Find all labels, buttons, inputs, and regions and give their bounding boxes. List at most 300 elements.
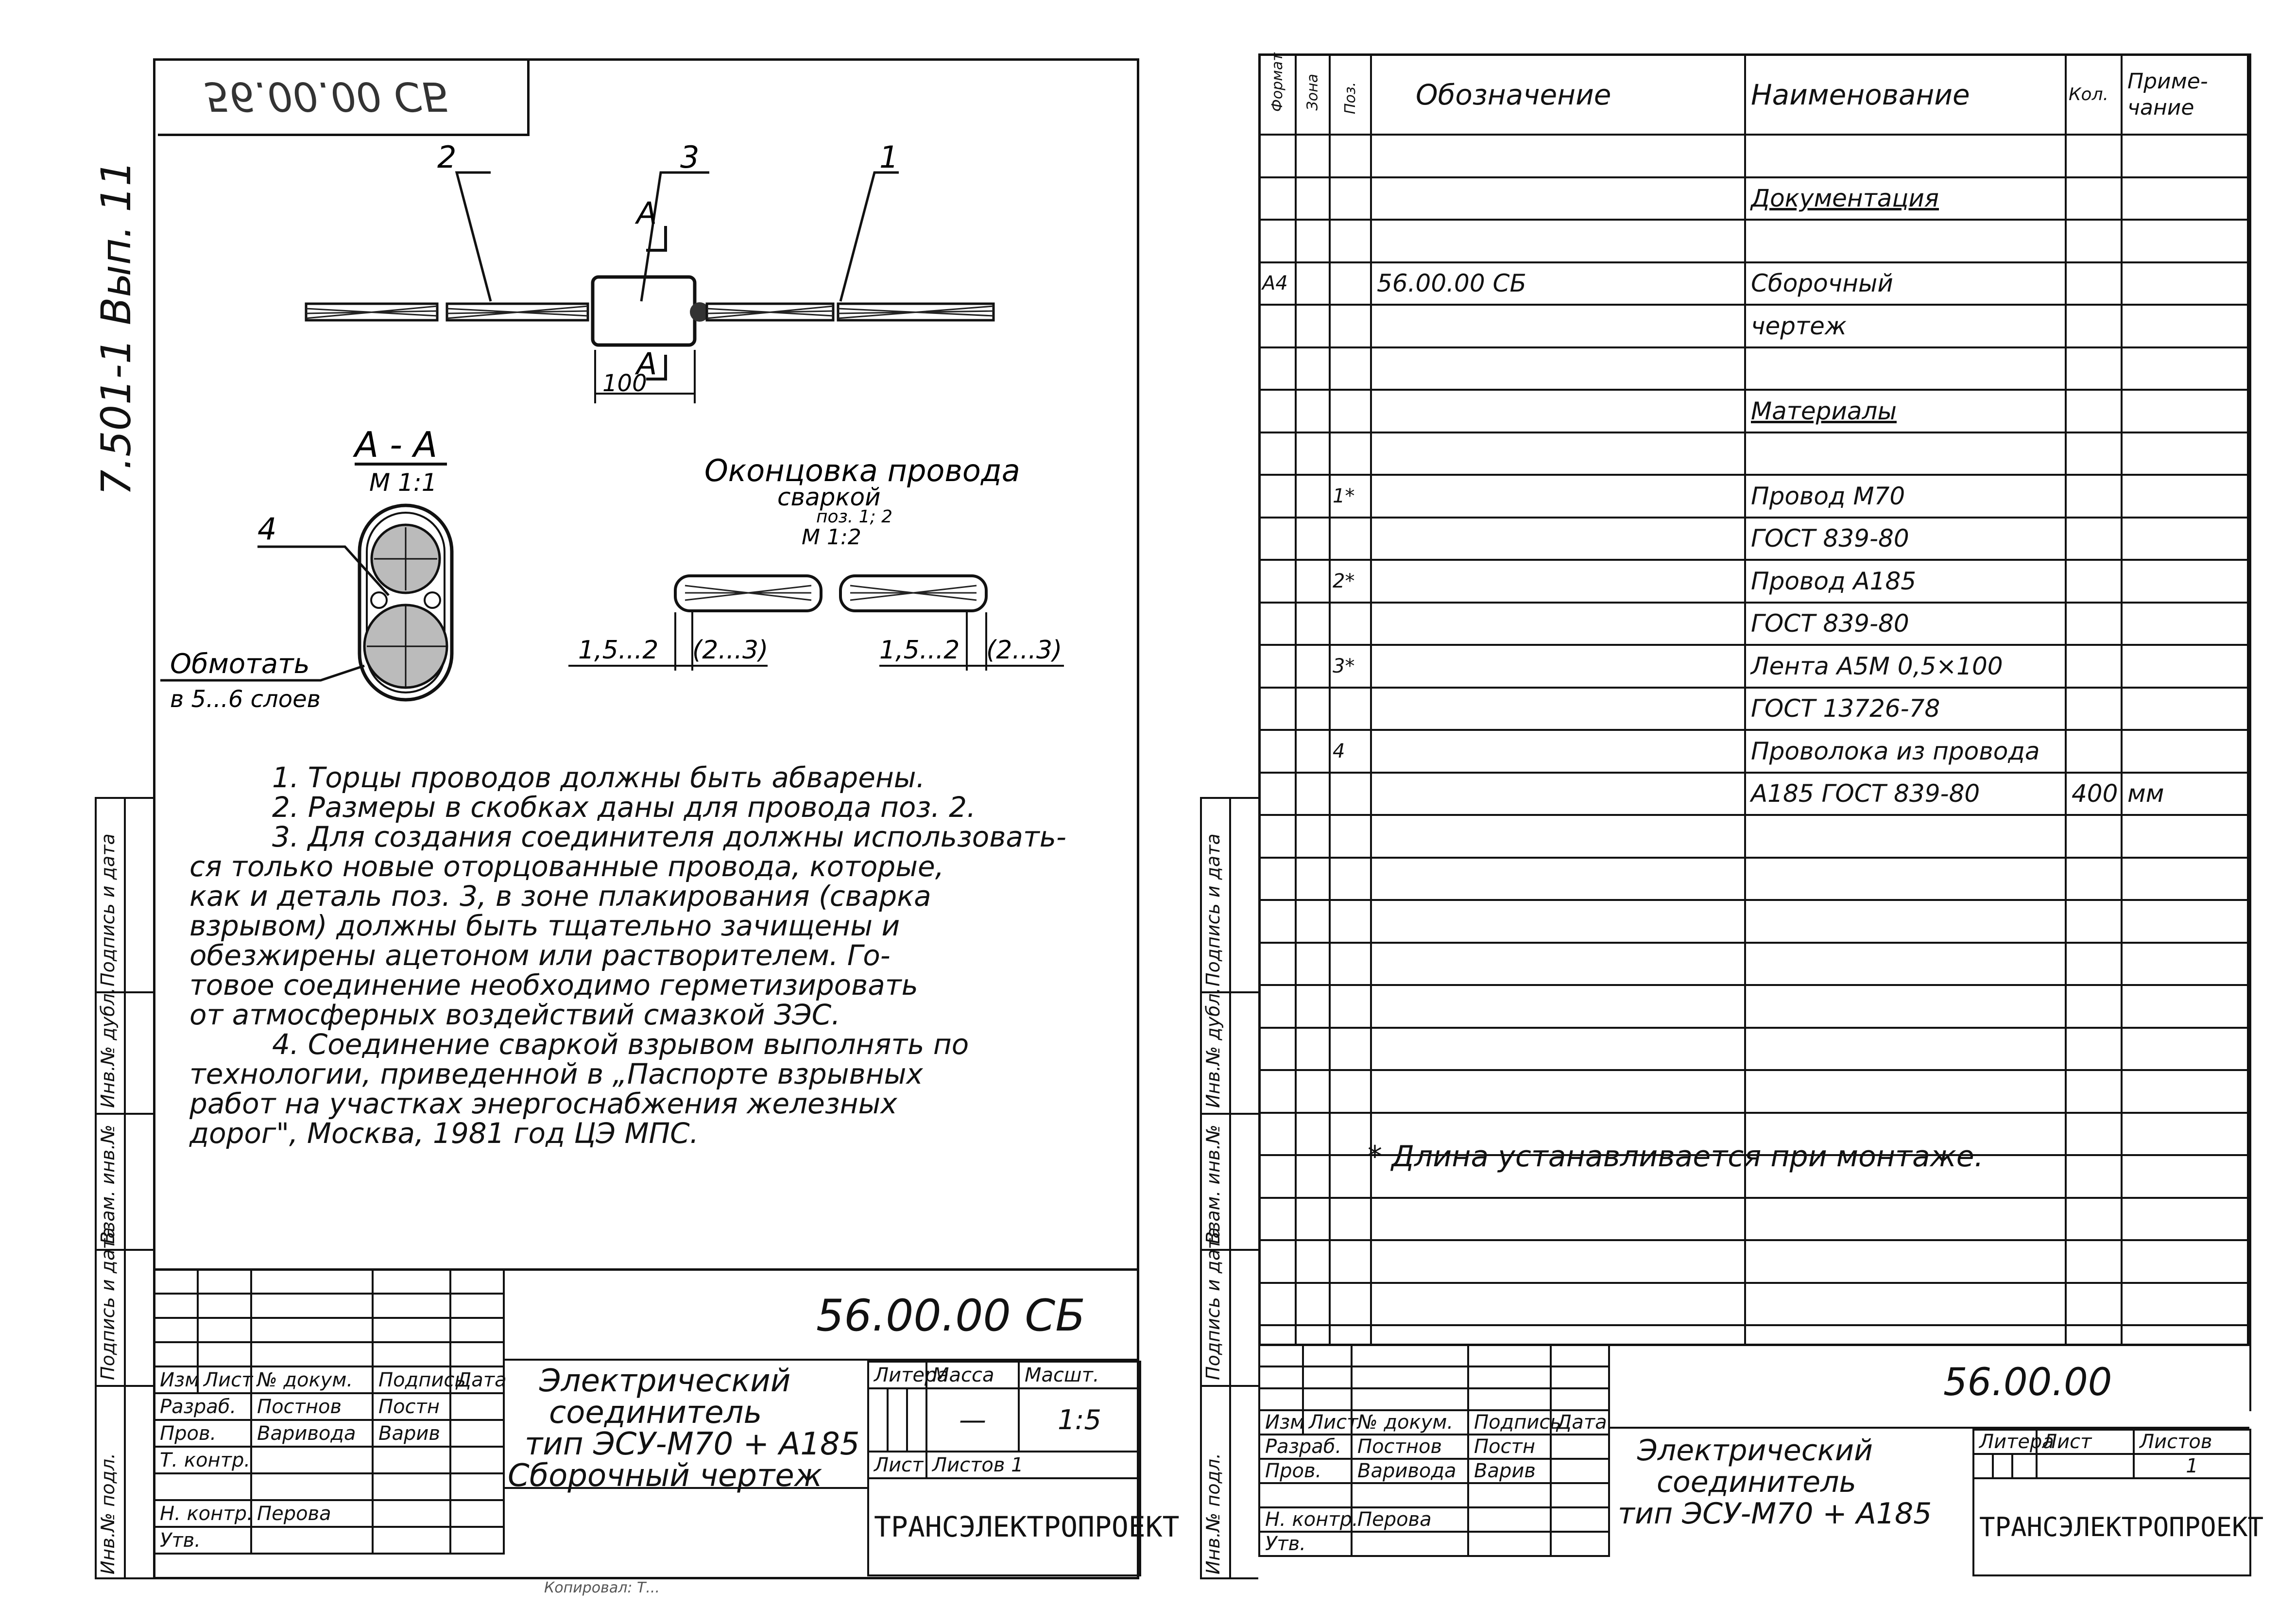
side-label: Подпись и дата	[1202, 833, 1224, 986]
pos-cell: 3*	[1330, 645, 1371, 688]
name-cell	[1745, 1240, 2066, 1283]
designation-cell	[1371, 1283, 1745, 1326]
pos-cell	[1330, 262, 1371, 305]
role-cell: Разраб.	[154, 1393, 251, 1420]
note-cell	[2122, 347, 2250, 390]
note-line: 2. Размеры в скобках даны для провода поз. 2.	[272, 791, 976, 824]
qty-cell	[2066, 1155, 2122, 1198]
note-line: технологии, приведенной в „Паспорте взрывных	[189, 1057, 923, 1090]
format-cell	[1259, 645, 1296, 688]
qty-cell	[2066, 688, 2122, 730]
zone-cell	[1296, 900, 1330, 943]
pos-cell: 2*	[1330, 560, 1371, 603]
designation-cell	[1371, 645, 1745, 688]
zone-cell	[1296, 603, 1330, 645]
role-cell: Утв.	[1259, 1532, 1352, 1556]
designation-cell	[1371, 347, 1745, 390]
zone-cell	[1296, 773, 1330, 815]
role-cell: Пров.	[154, 1420, 251, 1447]
name-cell: ГОСТ 13726-78	[1745, 688, 2066, 730]
section-view	[360, 505, 452, 700]
pos-cell	[1330, 220, 1371, 262]
zone-cell	[1296, 305, 1330, 347]
side-label: Подпись и дата	[1202, 1227, 1224, 1380]
name-cell	[1745, 135, 2066, 177]
qty-cell	[2066, 390, 2122, 432]
note-cell	[2122, 560, 2250, 603]
name-cell: Документация	[1745, 177, 2066, 220]
hdr-list: Лист	[1303, 1410, 1352, 1435]
format-cell	[1259, 135, 1296, 177]
format-cell	[1259, 347, 1296, 390]
name-cell: Постнов	[1352, 1435, 1468, 1459]
note-cell	[2122, 1028, 2250, 1071]
designation-cell	[1371, 518, 1745, 560]
signature-cell	[1468, 1483, 1551, 1507]
designation-cell	[1371, 773, 1745, 815]
table-row	[1259, 135, 2250, 177]
designation-cell	[1371, 1028, 1745, 1071]
name-cell: А185 ГОСТ 839-80	[1745, 773, 2066, 815]
note-cell	[2122, 943, 2250, 986]
hdr-zone: Зона	[1296, 54, 1330, 135]
designation-cell	[1371, 985, 1745, 1028]
wrap-note-1: Обмотать	[170, 648, 310, 680]
qty-cell	[2066, 305, 2122, 347]
signature-cell: Варив	[373, 1420, 450, 1447]
right-title-line: тип ЭСУ-М70 + А185	[1618, 1497, 1932, 1531]
name-cell: Лента А5М 0,5×100	[1745, 645, 2066, 688]
right-lit-table	[1972, 1429, 2264, 1576]
format-cell	[1259, 900, 1296, 943]
org-name: ТРАНСЭЛЕКТРОПРОЕКТ	[1973, 1478, 2250, 1575]
pos-cell: 4	[1330, 730, 1371, 773]
zone-cell	[1296, 1070, 1330, 1113]
designation-cell	[1371, 390, 1745, 432]
note-line: взрывом) должны быть тщательно зачищены и	[189, 909, 900, 942]
table-row	[1259, 475, 2250, 518]
side-label: Инв.№ подл.	[1202, 1452, 1224, 1574]
role-cell: Т. контр.	[154, 1447, 251, 1473]
side-label: Инв.№ подл.	[97, 1452, 119, 1574]
pos-cell	[1330, 518, 1371, 560]
note-line: 1. Торцы проводов должны быть абварены.	[272, 761, 925, 794]
note-cell	[2122, 220, 2250, 262]
designation-cell	[1371, 305, 1745, 347]
table-row	[1259, 432, 2250, 475]
name-cell	[1745, 432, 2066, 475]
end-caption-1: Оконцовка провода	[704, 453, 1020, 488]
signature-cell	[373, 1527, 450, 1554]
name-cell: ГОСТ 839-80	[1745, 518, 2066, 560]
designation-cell	[1371, 858, 1745, 900]
note-line: товое соединение необходимо герметизировать	[189, 968, 918, 1002]
note-line: от атмосферных воздействий смазкой ЗЭС.	[189, 998, 840, 1031]
scale-value: 1:5	[1019, 1388, 1140, 1452]
signature-cell: Постн	[373, 1393, 450, 1420]
format-cell	[1259, 943, 1296, 986]
name-cell	[251, 1447, 373, 1473]
qty-cell	[2066, 135, 2122, 177]
format-cell	[1259, 1028, 1296, 1071]
hdr-name: Наименование	[1745, 54, 2066, 135]
dim-left-2: (2...3)	[692, 636, 769, 665]
name-cell: Перова	[1352, 1507, 1468, 1532]
table-row	[1259, 858, 2250, 900]
qty-cell	[2066, 432, 2122, 475]
pos-cell: 1*	[1330, 475, 1371, 518]
note-line: дорог", Москва, 1981 год ЦЭ МПС.	[189, 1117, 699, 1150]
zone-cell	[1296, 390, 1330, 432]
qty-cell	[2066, 1070, 2122, 1113]
hdr-designation: Обозначение	[1371, 54, 1745, 135]
note-line: как и деталь поз. 3, в зоне плакирования (сварка	[189, 880, 931, 913]
zone-cell	[1296, 1028, 1330, 1071]
format-cell	[1259, 1113, 1296, 1156]
dim-right-1: 1,5...2	[879, 636, 960, 665]
table-row	[1259, 177, 2250, 220]
note-line: 4. Соединение сваркой взрывом выполнять по	[272, 1028, 969, 1061]
notes-block	[189, 763, 1137, 1148]
name-cell: Проволока из провода	[1745, 730, 2066, 773]
zone-cell	[1296, 347, 1330, 390]
note-cell	[2122, 1283, 2250, 1326]
section-mark-top: А	[636, 195, 657, 231]
role-cell	[1259, 1483, 1352, 1507]
end-caption-4: М 1:2	[802, 525, 861, 550]
mass-header: Масса	[926, 1362, 1019, 1388]
table-row	[1259, 1198, 2250, 1241]
qty-cell	[2066, 1198, 2122, 1241]
table-row	[1259, 688, 2250, 730]
hdr-qty: Кол.	[2066, 54, 2122, 135]
qty-cell	[2066, 1283, 2122, 1326]
name-cell	[1745, 1283, 2066, 1326]
name-cell: Провод М70	[1745, 475, 2066, 518]
note-cell	[2122, 390, 2250, 432]
qty-cell	[2066, 985, 2122, 1028]
pos-cell	[1330, 900, 1371, 943]
note-cell	[2122, 135, 2250, 177]
sheets-header: Листов	[2134, 1430, 2250, 1454]
pos-label-4: 4	[257, 511, 277, 547]
note-line: работ на участках энергоснабжения железных	[189, 1087, 897, 1120]
hdr-doc: № докум.	[251, 1366, 373, 1393]
table-row	[1259, 390, 2250, 432]
qty-cell	[2066, 560, 2122, 603]
signature-cell: Постн	[1468, 1435, 1551, 1459]
pos-cell	[1330, 815, 1371, 858]
note-line: ся только новые оторцованные провода, которые,	[189, 850, 944, 883]
pos-label-2: 2	[437, 139, 457, 175]
format-cell	[1259, 1070, 1296, 1113]
name-cell	[1352, 1483, 1468, 1507]
hdr-sign: Подпись	[373, 1366, 450, 1393]
qty-cell	[2066, 1113, 2122, 1156]
dim-left-1: 1,5...2	[578, 636, 659, 665]
side-label: Подпись и дата	[97, 833, 119, 986]
designation-cell	[1371, 688, 1745, 730]
signature-cell	[373, 1500, 450, 1527]
pos-cell	[1330, 305, 1371, 347]
format-cell	[1259, 1240, 1296, 1283]
end-caption-2: сваркой	[777, 483, 881, 511]
pos-cell	[1330, 1198, 1371, 1241]
note-cell	[2122, 985, 2250, 1028]
sheet-header: Лист	[2037, 1430, 2134, 1454]
table-row	[1259, 645, 2250, 688]
format-cell	[1259, 432, 1296, 475]
designation-cell	[1371, 475, 1745, 518]
table-row	[1259, 730, 2250, 773]
format-cell	[1259, 177, 1296, 220]
hdr-pos: Поз.	[1330, 54, 1371, 135]
copy-note: Копировал: Т...	[544, 1579, 660, 1596]
name-cell: Варивода	[251, 1420, 373, 1447]
vertical-doc-code: 7.501-1 Вып. 11	[92, 160, 140, 496]
section-scale: М 1:1	[369, 468, 437, 497]
qty-cell	[2066, 603, 2122, 645]
zone-cell	[1296, 858, 1330, 900]
section-title: А - А	[355, 424, 438, 465]
format-cell	[1259, 985, 1296, 1028]
qty-cell	[2066, 730, 2122, 773]
table-row	[1259, 220, 2250, 262]
format-cell	[1259, 560, 1296, 603]
table-row	[1259, 815, 2250, 858]
format-cell	[1259, 773, 1296, 815]
pos-cell	[1330, 1155, 1371, 1198]
designation-cell	[1371, 220, 1745, 262]
format-cell	[1259, 858, 1296, 900]
signature-cell: Варив	[1468, 1459, 1551, 1483]
zone-cell	[1296, 645, 1330, 688]
section-mark-bottom: А	[636, 346, 657, 381]
designation-cell	[1371, 560, 1745, 603]
scale-header: Масшт.	[1019, 1362, 1140, 1388]
table-row	[1259, 943, 2250, 986]
zone-cell	[1296, 220, 1330, 262]
side-label: Взам. инв.№	[1202, 1124, 1224, 1244]
format-cell	[1259, 305, 1296, 347]
table-row	[1259, 347, 2250, 390]
name-cell	[1745, 1028, 2066, 1071]
zone-cell	[1296, 1283, 1330, 1326]
qty-cell	[2066, 1028, 2122, 1071]
hdr-format: Формат	[1259, 54, 1296, 135]
format-cell	[1259, 603, 1296, 645]
hdr-list: Лист	[198, 1366, 251, 1393]
signature-cell	[1468, 1507, 1551, 1532]
name-cell: Сборочный	[1745, 262, 2066, 305]
pos-cell	[1330, 688, 1371, 730]
qty-cell	[2066, 815, 2122, 858]
table-row	[1259, 560, 2250, 603]
zone-cell	[1296, 560, 1330, 603]
table-row	[1259, 985, 2250, 1028]
name-cell	[1745, 220, 2066, 262]
note-cell	[2122, 475, 2250, 518]
zone-cell	[1296, 943, 1330, 986]
designation-cell	[1371, 432, 1745, 475]
left-signature-table	[153, 1268, 505, 1555]
pos-cell	[1330, 603, 1371, 645]
format-cell: А4	[1259, 262, 1296, 305]
side-label: Взам. инв.№	[97, 1124, 119, 1244]
hdr-izm: Изм	[154, 1366, 198, 1393]
zone-cell	[1296, 475, 1330, 518]
hdr-doc: № докум.	[1352, 1410, 1468, 1435]
pos-cell	[1330, 985, 1371, 1028]
note-cell	[2122, 645, 2250, 688]
wrap-note-2: в 5...6 слоев	[170, 686, 321, 713]
role-cell: Разраб.	[1259, 1435, 1352, 1459]
name-cell	[1745, 1198, 2066, 1241]
dim-right-2: (2...3)	[986, 636, 1062, 665]
name-cell: чертеж	[1745, 305, 2066, 347]
zone-cell	[1296, 135, 1330, 177]
pos-cell	[1330, 943, 1371, 986]
table-row	[1259, 1240, 2250, 1283]
qty-cell	[2066, 177, 2122, 220]
note-cell	[2122, 432, 2250, 475]
format-cell	[1259, 390, 1296, 432]
format-cell	[1259, 730, 1296, 773]
name-cell	[251, 1527, 373, 1554]
note-cell	[2122, 1113, 2250, 1156]
format-cell	[1259, 1155, 1296, 1198]
zone-cell	[1296, 688, 1330, 730]
table-row	[1259, 1283, 2250, 1326]
spec-footnote: * Длина устанавливается при монтаже.	[1368, 1140, 1984, 1174]
format-cell	[1259, 815, 1296, 858]
note-cell	[2122, 688, 2250, 730]
format-cell	[1259, 688, 1296, 730]
note-cell	[2122, 730, 2250, 773]
note-cell	[2122, 177, 2250, 220]
name-cell	[1745, 985, 2066, 1028]
left-title-line: тип ЭСУ-М70 + А185	[525, 1426, 860, 1462]
zone-cell	[1296, 432, 1330, 475]
qty-cell	[2066, 347, 2122, 390]
name-cell	[1745, 900, 2066, 943]
name-cell: Постнов	[251, 1393, 373, 1420]
name-cell	[1745, 347, 2066, 390]
lit-header: Литера	[868, 1362, 926, 1388]
format-cell	[1259, 1283, 1296, 1326]
pos-cell	[1330, 347, 1371, 390]
note-cell	[2122, 900, 2250, 943]
qty-cell	[2066, 858, 2122, 900]
role-cell: Пров.	[1259, 1459, 1352, 1483]
note-cell	[2122, 518, 2250, 560]
left-title-line: Сборочный чертеж	[508, 1458, 822, 1494]
zone-cell	[1296, 518, 1330, 560]
designation-cell	[1371, 1240, 1745, 1283]
designation-cell	[1371, 730, 1745, 773]
name-cell	[1352, 1532, 1468, 1556]
zone-cell	[1296, 177, 1330, 220]
hdr-note: Приме-чание	[2122, 54, 2250, 135]
table-row	[1259, 1028, 2250, 1071]
mirrored-stamp-text: 56.00.00 СБ	[204, 73, 449, 119]
role-cell	[154, 1473, 251, 1500]
left-title-line: соединитель	[549, 1395, 762, 1431]
note-cell	[2122, 1240, 2250, 1283]
qty-cell	[2066, 518, 2122, 560]
qty-cell	[2066, 1240, 2122, 1283]
pos-cell	[1330, 177, 1371, 220]
name-cell: Перова	[251, 1500, 373, 1527]
right-signature-table	[1258, 1344, 1610, 1557]
connector-drawing	[160, 131, 1132, 753]
side-label: Подпись и дата	[97, 1227, 119, 1380]
designation-cell	[1371, 900, 1745, 943]
signature-cell	[1468, 1532, 1551, 1556]
pos-cell	[1330, 432, 1371, 475]
designation-cell	[1371, 1198, 1745, 1241]
role-cell: Н. контр.	[154, 1500, 251, 1527]
note-cell	[2122, 603, 2250, 645]
table-row	[1259, 1070, 2250, 1113]
zone-cell	[1296, 815, 1330, 858]
name-cell: ГОСТ 839-80	[1745, 603, 2066, 645]
qty-cell	[2066, 645, 2122, 688]
sheet-label: Лист	[868, 1452, 926, 1478]
table-row	[1259, 900, 2250, 943]
end-caption-3: поз. 1; 2	[816, 507, 892, 527]
pos-label-3: 3	[680, 139, 700, 175]
format-cell	[1259, 220, 1296, 262]
left-title-line: Электрический	[539, 1363, 791, 1399]
note-cell	[2122, 1070, 2250, 1113]
note-cell	[2122, 815, 2250, 858]
zone-cell	[1296, 1240, 1330, 1283]
designation-cell	[1371, 943, 1745, 986]
zone-cell	[1296, 1198, 1330, 1241]
note-line: обезжирены ацетоном или растворителем. Го-	[189, 939, 891, 972]
pos-cell	[1330, 390, 1371, 432]
mass-value: —	[926, 1388, 1019, 1452]
note-cell	[2122, 1155, 2250, 1198]
format-cell	[1259, 1198, 1296, 1241]
table-row	[1259, 262, 2250, 305]
qty-cell	[2066, 475, 2122, 518]
zone-cell	[1296, 1155, 1330, 1198]
hdr-izm: Изм	[1259, 1410, 1303, 1435]
side-label: Инв.№ дубл.	[97, 987, 119, 1108]
zone-cell	[1296, 1113, 1330, 1156]
note-cell	[2122, 305, 2250, 347]
pos-cell	[1330, 773, 1371, 815]
table-row	[1259, 773, 2250, 815]
right-title-line: соединитель	[1657, 1465, 1856, 1499]
lit-header: Литера	[1973, 1430, 2037, 1454]
designation-cell	[1371, 603, 1745, 645]
hdr-sign: Подпись	[1468, 1410, 1551, 1435]
qty-cell	[2066, 943, 2122, 986]
qty-cell: 400	[2066, 773, 2122, 815]
name-cell	[1745, 858, 2066, 900]
pos-cell	[1330, 1240, 1371, 1283]
pos-label-1: 1	[879, 139, 899, 175]
note-line: 3. Для создания соединителя должны использовать-	[272, 820, 1066, 853]
format-cell	[1259, 518, 1296, 560]
sheets-value: 1	[2134, 1454, 2250, 1478]
signature-cell	[373, 1473, 450, 1500]
pos-cell	[1330, 1070, 1371, 1113]
name-cell	[251, 1473, 373, 1500]
